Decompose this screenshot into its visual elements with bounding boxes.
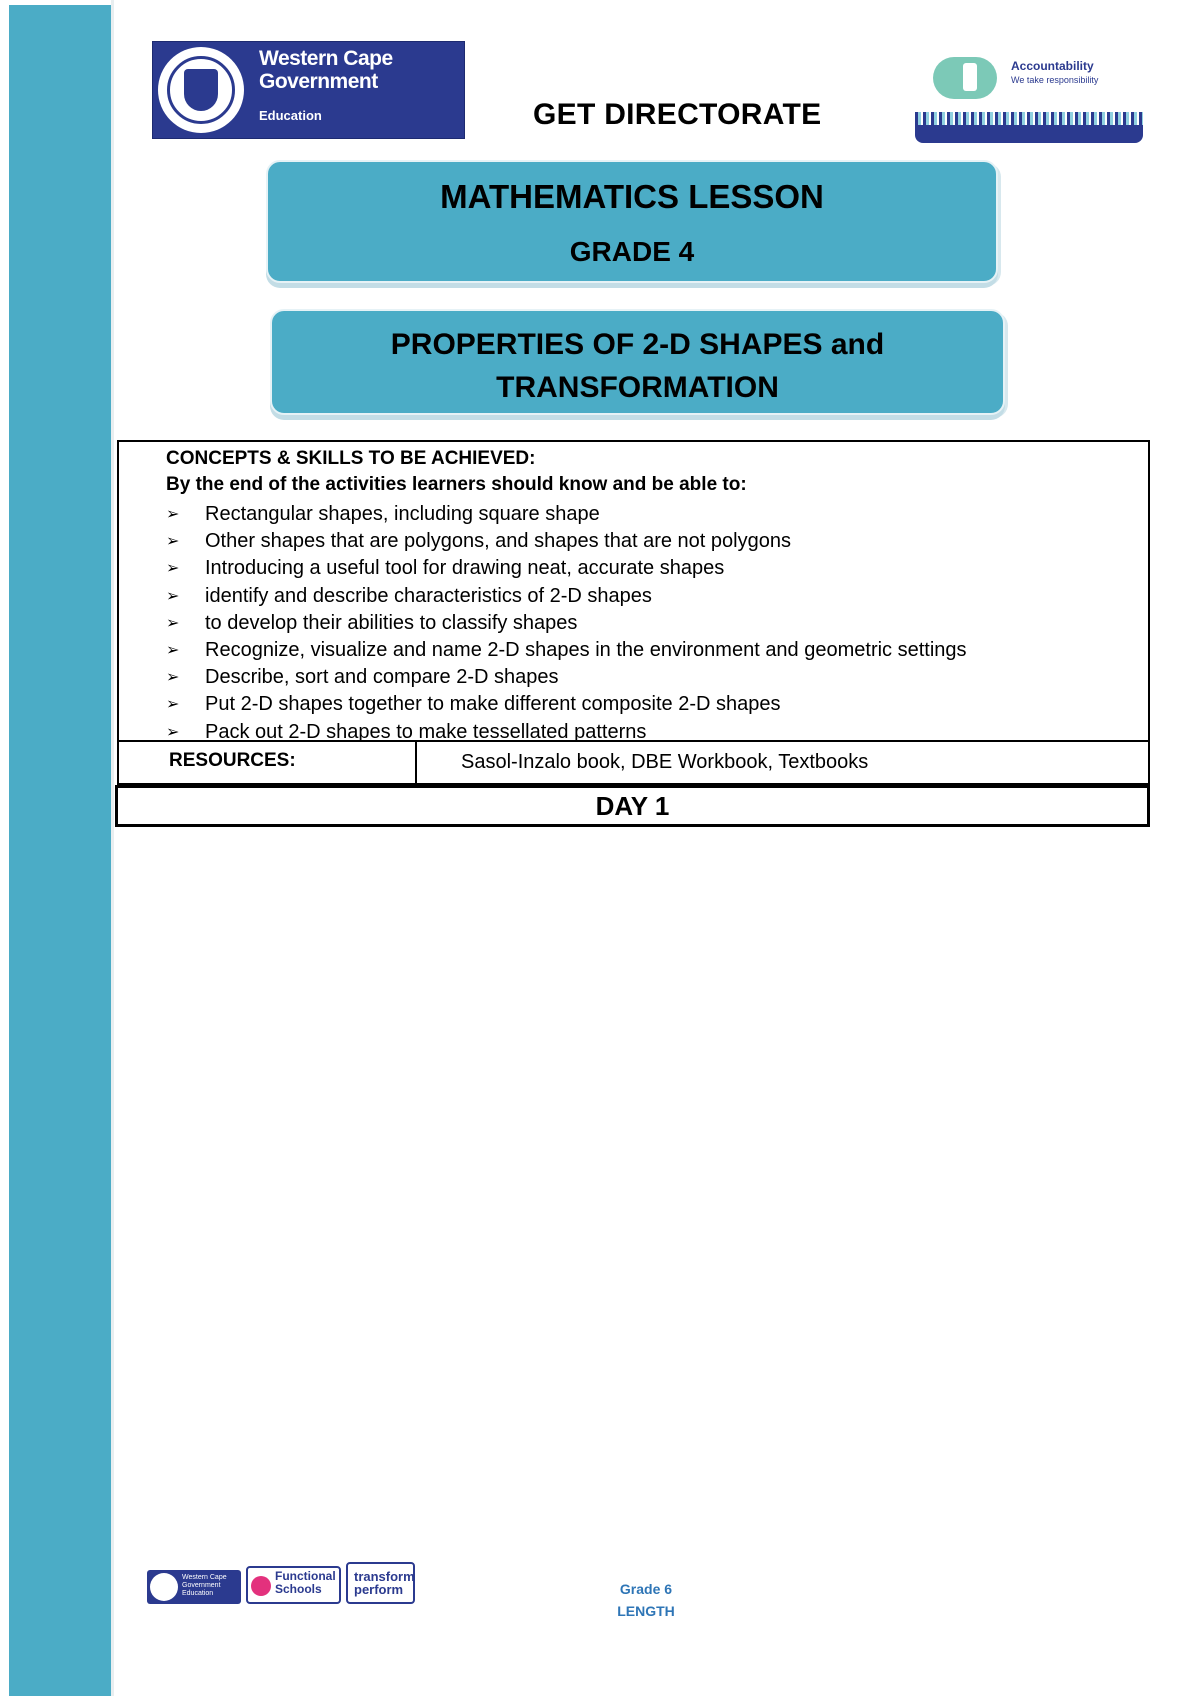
topic-title-box bbox=[270, 309, 1005, 415]
arrow-bullet-icon: ➢ bbox=[166, 587, 180, 605]
functional-schools-text: Functional Schools bbox=[275, 1569, 336, 1596]
topic-line-1: PROPERTIES OF 2-D SHAPES and bbox=[390, 328, 885, 361]
arrow-bullet-icon: ➢ bbox=[166, 641, 180, 659]
arrow-bullet-icon: ➢ bbox=[166, 506, 180, 523]
concepts-cell bbox=[117, 440, 1150, 742]
footer-logo-text: Western Cape Government Education bbox=[182, 1574, 227, 1597]
resources-row bbox=[117, 742, 1150, 785]
footer-logos bbox=[147, 1562, 415, 1606]
lesson-subject: MATHEMATICS LESSON bbox=[440, 178, 824, 215]
logo-line-2: Government bbox=[259, 70, 378, 93]
concepts-list bbox=[166, 501, 967, 746]
badge-icon bbox=[251, 1576, 271, 1596]
directorate-heading: GET DIRECTORATE bbox=[533, 98, 822, 131]
accountability-pattern-strip bbox=[915, 112, 1143, 125]
transform-perform-logo bbox=[346, 1562, 415, 1604]
arrow-bullet-icon: ➢ bbox=[166, 533, 180, 551]
arrow-bullet-icon: ➢ bbox=[166, 696, 180, 714]
day-label: DAY 1 bbox=[595, 791, 670, 821]
side-bar-edge bbox=[111, 0, 114, 1696]
arrow-bullet-icon: ➢ bbox=[166, 614, 180, 632]
accountability-logo bbox=[915, 55, 1143, 143]
side-accent-bar bbox=[9, 5, 111, 1696]
functional-schools-logo bbox=[246, 1566, 341, 1604]
list-item: ➢ Pack out 2-D shapes to make tessellated patterns bbox=[166, 719, 967, 746]
topic-line-2: TRANSFORMATION bbox=[496, 371, 779, 404]
accountability-title: Accountability bbox=[1011, 59, 1094, 73]
arrow-bullet-icon: ➢ bbox=[166, 669, 180, 687]
footer-wcg-logo bbox=[147, 1570, 241, 1604]
list-item: ➢ Introducing a useful tool for drawing neat, accurate shapes bbox=[166, 555, 967, 582]
table-divider bbox=[415, 742, 417, 783]
list-item: ➢ Put 2-D shapes together to make different composite 2-D shapes bbox=[166, 691, 967, 718]
resources-label: RESOURCES: bbox=[169, 750, 296, 771]
concepts-intro: By the end of the activities learners should know and be able to: bbox=[166, 474, 747, 495]
list-item: ➢ Rectangular shapes, including square shape bbox=[166, 501, 967, 528]
arrow-bullet-icon: ➢ bbox=[166, 723, 180, 741]
concepts-heading: CONCEPTS & SKILLS TO BE ACHIEVED: bbox=[166, 448, 536, 469]
topic-title bbox=[272, 323, 1003, 409]
western-cape-government-logo bbox=[152, 41, 465, 139]
lesson-title-box bbox=[266, 160, 998, 283]
hand-sign-icon bbox=[933, 57, 997, 99]
footer-grade: Grade 6 bbox=[619, 1581, 673, 1597]
list-item: ➢ Describe, sort and compare 2-D shapes bbox=[166, 664, 967, 691]
list-item: ➢ identify and describe characteristics of 2-D shapes bbox=[166, 583, 967, 610]
lesson-grade: GRADE 4 bbox=[569, 236, 695, 267]
accountability-subtitle: We take responsibility bbox=[1011, 75, 1099, 85]
day-row bbox=[115, 785, 1150, 827]
resources-value: Sasol-Inzalo book, DBE Workbook, Textbooks bbox=[461, 751, 869, 773]
logo-line-3: Education bbox=[259, 108, 322, 123]
footer-grade-label bbox=[606, 1578, 686, 1622]
coat-of-arms-icon bbox=[150, 1573, 178, 1601]
logo-line-1: Western Cape bbox=[259, 47, 393, 70]
coat-of-arms-icon bbox=[158, 47, 244, 133]
transform-perform-text: transform perform bbox=[354, 1569, 415, 1597]
arrow-bullet-icon: ➢ bbox=[166, 560, 180, 578]
list-item: ➢ Recognize, visualize and name 2-D shapes in the environment and geometric settings bbox=[166, 637, 967, 664]
footer-topic: LENGTH bbox=[617, 1603, 675, 1619]
list-item: ➢ Other shapes that are polygons, and shapes that are not polygons bbox=[166, 528, 967, 555]
accountability-footer-band bbox=[915, 125, 1143, 143]
list-item: ➢ to develop their abilities to classify shapes bbox=[166, 610, 967, 637]
